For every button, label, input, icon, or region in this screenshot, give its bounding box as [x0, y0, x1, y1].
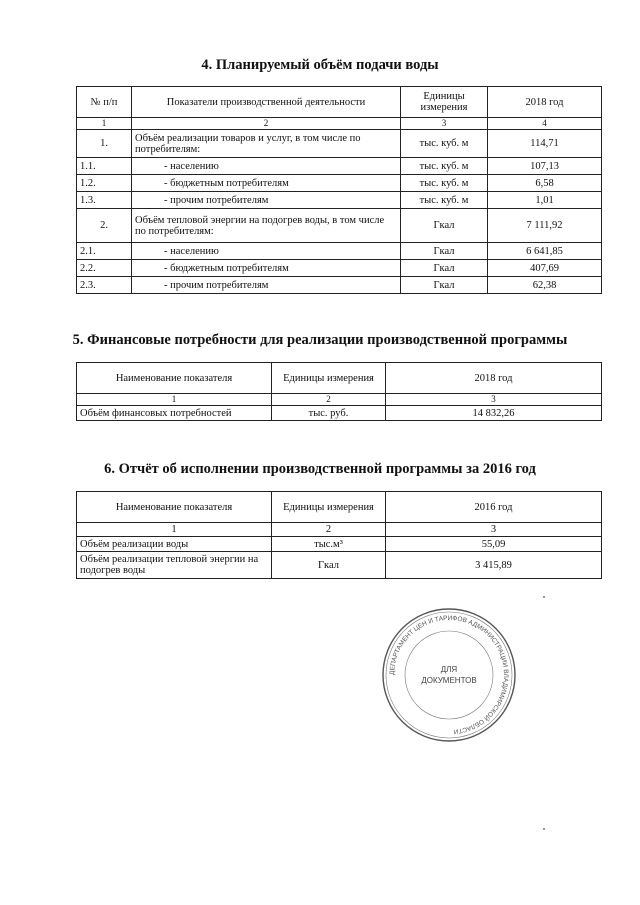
stamp-outer-ring — [383, 609, 515, 741]
table-row — [77, 277, 602, 294]
index-cell: 3 — [401, 118, 488, 130]
row-num: 2. — [77, 209, 132, 243]
header-num: № п/п — [77, 87, 132, 118]
row-num: 2.3. — [77, 277, 132, 294]
row-unit: Гкал — [401, 277, 488, 294]
table-row — [77, 260, 602, 277]
row-unit: тыс. куб. м — [401, 192, 488, 209]
financial-needs-table — [76, 362, 602, 421]
header-year: 2018 год — [386, 363, 602, 394]
header-unit: Единицы измерения — [401, 87, 488, 118]
row-value: 55,09 — [386, 537, 602, 552]
table-row — [77, 552, 602, 579]
section6-title: 6. Отчёт об исполнении производственной программы за 2016 год — [104, 461, 536, 477]
row-num: 1.3. — [77, 192, 132, 209]
scan-speck — [543, 596, 545, 598]
row-value: 407,69 — [488, 260, 602, 277]
row-value: 3 415,89 — [386, 552, 602, 579]
row-value: 1,01 — [488, 192, 602, 209]
header-indicator: Показатели производственной деятельности — [132, 87, 401, 118]
header-year: 2016 год — [386, 492, 602, 523]
row-num: 1. — [77, 130, 132, 158]
index-cell: 3 — [386, 523, 602, 537]
table-row — [77, 209, 602, 243]
row-value: 6 641,85 — [488, 243, 602, 260]
row-unit: тыс.м³ — [272, 537, 386, 552]
row-num: 2.1. — [77, 243, 132, 260]
index-row — [77, 523, 602, 537]
index-cell: 3 — [386, 394, 602, 406]
row-value: 6,58 — [488, 175, 602, 192]
stamp-center-text: ДЛЯ — [440, 665, 458, 674]
index-cell: 2 — [272, 523, 386, 537]
water-supply-table — [76, 86, 602, 294]
index-row — [77, 394, 602, 406]
row-unit: тыс. куб. м — [401, 158, 488, 175]
header-indicator: Наименование показателя — [77, 492, 272, 523]
row-name: Объём тепловой энергии на подогрев воды, в том числе по потребителям: — [132, 209, 401, 243]
row-unit: Гкал — [272, 552, 386, 579]
row-unit: Гкал — [401, 209, 488, 243]
row-value: 14 832,26 — [386, 406, 602, 421]
stamp-center-text: ДОКУМЕНТОВ — [421, 676, 477, 685]
stamp-center-ring — [405, 631, 493, 719]
row-value: 62,38 — [488, 277, 602, 294]
row-unit: Гкал — [401, 243, 488, 260]
index-cell: 2 — [132, 118, 401, 130]
row-num: 2.2. — [77, 260, 132, 277]
index-cell: 1 — [77, 394, 272, 406]
index-row — [77, 118, 602, 130]
row-unit: тыс. куб. м — [401, 175, 488, 192]
header-unit: Единицы измерения — [272, 363, 386, 394]
table-row — [77, 243, 602, 260]
row-name: - бюджетным потребителям — [132, 260, 401, 277]
official-stamp — [380, 606, 518, 744]
section5-title: 5. Финансовые потребности для реализации производственной программы — [72, 332, 568, 348]
row-name: - бюджетным потребителям — [132, 175, 401, 192]
row-unit: Гкал — [401, 260, 488, 277]
row-value: 107,13 — [488, 158, 602, 175]
stamp-ring-text: ДЕПАРТАМЕНТ ЦЕН И ТАРИФОВ АДМИНИСТРАЦИИ ВЛАДИМИРСКОЙ ОБЛАСТИ — [388, 614, 510, 735]
row-name: - прочим потребителям — [132, 277, 401, 294]
table-row — [77, 406, 602, 421]
table-row — [77, 130, 602, 158]
row-unit: тыс. куб. м — [401, 130, 488, 158]
table-row — [77, 158, 602, 175]
row-name: Объём финансовых потребностей — [77, 406, 272, 421]
row-value: 114,71 — [488, 130, 602, 158]
header-indicator: Наименование показателя — [77, 363, 272, 394]
table-row — [77, 175, 602, 192]
row-name: Объём реализации тепловой энергии на подогрев воды — [77, 552, 272, 579]
row-name: - населению — [132, 243, 401, 260]
row-name: - прочим потребителям — [132, 192, 401, 209]
row-num: 1.1. — [77, 158, 132, 175]
index-cell: 1 — [77, 523, 272, 537]
table-row — [77, 537, 602, 552]
index-cell: 1 — [77, 118, 132, 130]
table-row — [77, 192, 602, 209]
row-name: Объём реализации воды — [77, 537, 272, 552]
header-year: 2018 год — [488, 87, 602, 118]
row-unit: тыс. руб. — [272, 406, 386, 421]
row-value: 7 111,92 — [488, 209, 602, 243]
header-unit: Единицы измерения — [272, 492, 386, 523]
index-cell: 4 — [488, 118, 602, 130]
report-2016-table — [76, 491, 602, 579]
row-name: Объём реализации товаров и услуг, в том числе по потребителям: — [132, 130, 401, 158]
section4-title: 4. Планируемый объём подачи воды — [201, 57, 439, 73]
row-name: - населению — [132, 158, 401, 175]
row-num: 1.2. — [77, 175, 132, 192]
index-cell: 2 — [272, 394, 386, 406]
scan-speck — [543, 828, 545, 830]
